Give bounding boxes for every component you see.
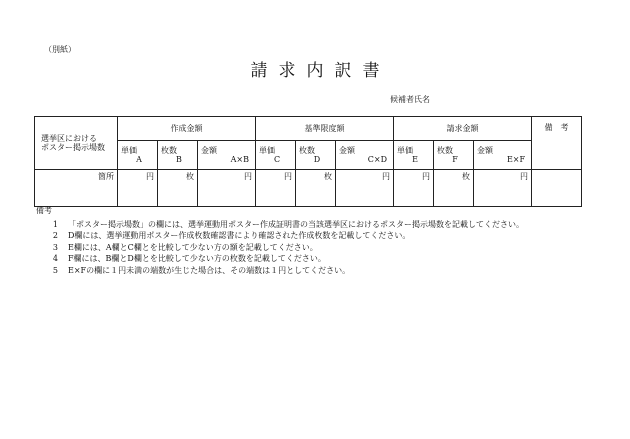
unit-label: 箇所: [98, 172, 114, 181]
production-amount-header: 作成金額: [118, 117, 256, 141]
title-char: 求: [278, 61, 296, 81]
note-text: D欄には、選挙運動用ポスター作成枚数確認書により確認された作成枚数を記載してください。: [68, 231, 411, 240]
subheader-amount-axb: 金額 A×B: [198, 141, 256, 170]
unit-label: 円: [244, 172, 252, 181]
unit-price-e-input[interactable]: [394, 170, 434, 207]
subheader-unit-price-c: 単価 C: [256, 141, 296, 170]
posting-sites-input[interactable]: [35, 170, 118, 207]
candidate-name-label: 候補者氏名: [390, 95, 430, 104]
subheader-unit-price-e: 単価 E: [394, 141, 434, 170]
amount-exf-input[interactable]: [474, 170, 532, 207]
note-number: 4: [52, 254, 58, 263]
remarks-header: 備 考: [532, 117, 582, 170]
note-number: 3: [52, 242, 58, 252]
subheader-count-b: 枚数 B: [158, 141, 198, 170]
unit-price-c-input[interactable]: [256, 170, 296, 207]
title-char: 訳: [334, 61, 352, 81]
notes-section: [36, 205, 524, 276]
title-char: 内: [306, 61, 324, 81]
note-item: [36, 219, 524, 231]
count-f-input[interactable]: [434, 170, 474, 207]
unit-label: 枚: [324, 172, 332, 181]
attachment-label: （別紙）: [44, 45, 76, 54]
subheader-amount-exf: 金額 E×F: [474, 141, 532, 170]
posting-sites-header-text: 選挙区における ポスター掲示場数: [41, 133, 105, 152]
note-item: [36, 253, 524, 265]
title-char: 請: [250, 61, 268, 81]
note-item: [36, 230, 524, 242]
unit-label: 円: [422, 172, 431, 181]
amount-cxd-input[interactable]: [336, 170, 394, 207]
count-b-input[interactable]: [158, 170, 198, 207]
unit-label: 円: [284, 172, 292, 181]
unit-label: 円: [146, 172, 154, 181]
breakdown-table: [34, 116, 582, 207]
subheader-count-f: 枚数 F: [434, 141, 474, 170]
subheader-amount-cxd: 金額 C×D: [336, 141, 394, 170]
amount-axb-input[interactable]: [198, 170, 256, 207]
count-d-input[interactable]: [296, 170, 336, 207]
unit-label: 円: [382, 172, 391, 181]
note-text: E欄には、A欄とC欄とを比較して少ない方の額を記載してください。: [68, 242, 318, 252]
note-text: 「ポスター掲示場数」の欄には、選挙運動用ポスター作成証明書の当該選挙区におけるポスター掲示場数を記載してください。: [68, 219, 524, 229]
unit-price-a-input[interactable]: [118, 170, 158, 207]
note-text: F欄には、B欄とD欄とを比較して少ない方の枚数を記載してください。: [68, 254, 326, 263]
unit-label: 円: [520, 172, 529, 181]
claim-amount-header: 請求金額: [394, 117, 532, 141]
posting-sites-header: [35, 117, 118, 170]
note-item: [36, 242, 524, 254]
unit-label: 枚: [186, 172, 194, 181]
title-char: 書: [362, 61, 380, 81]
note-number: 2: [52, 231, 58, 240]
note-number: 1: [52, 219, 58, 229]
note-item: [36, 265, 524, 277]
note-text: E×Fの欄に１円未満の端数が生じた場合は、その端数は１円としてください。: [68, 265, 351, 275]
note-number: 5: [52, 265, 58, 275]
unit-label: 枚: [462, 172, 471, 181]
standard-limit-header: 基準限度額: [256, 117, 394, 141]
subheader-count-d: 枚数 D: [296, 141, 336, 170]
document-title: [0, 56, 630, 81]
remarks-input[interactable]: [532, 170, 582, 207]
subheader-unit-price-a: 単価 A: [118, 141, 158, 170]
notes-heading: 備考: [36, 206, 52, 215]
